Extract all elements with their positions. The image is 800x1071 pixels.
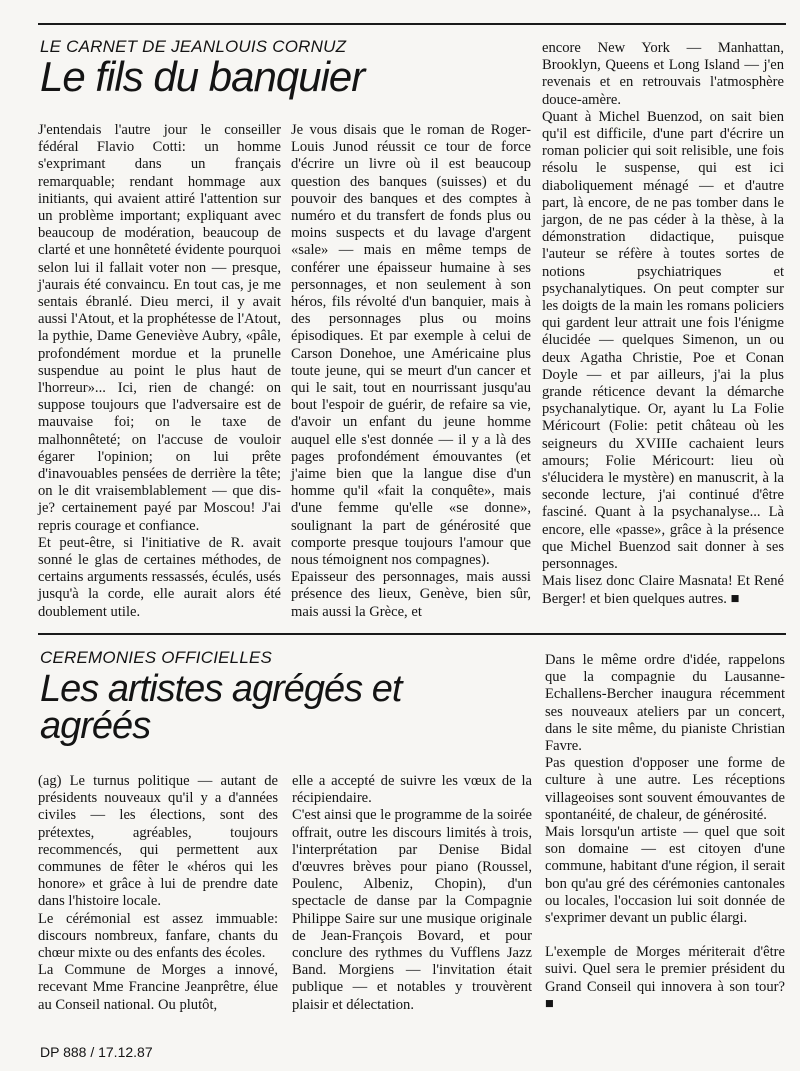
paragraph: Dans le même ordre d'idée, rappelons que la compagnie du Lausanne-Echallens-Bercher inaugura récemment ses nouveaux ateliers par un concert, dans le site même, du pianiste Christian Favre. xyxy=(545,652,785,755)
paragraph: Le cérémonial est assez immuable: discours nombreux, fanfare, chants du chœur mixte ou des enfants des écoles. xyxy=(38,910,278,962)
paragraph: C'est ainsi que le programme de la soirée offrait, outre les discours limités à trois, l'interprétation par Denise Bidal d'œuvres brèves pour piano (Roussel, Poulenc, Albeniz, Chopin), d'un spectacle de danse par la Compagnie Philippe Saire sur une musique originale de Jean-François Bovard, et pour conclure des rythmes du Vufflens Jazz Band. Morgiens — l'invitation était publique — et notables y trouvèrent plaisir et délectation. xyxy=(292,807,532,1013)
paragraph: Et peut-être, si l'initiative de R. avait sonné le glas de certaines méthodes, de certains arguments ressassés, éculés, usés jusqu'à la corde, elle aurait alors été doublement utile. xyxy=(38,534,281,620)
top-rule xyxy=(38,23,786,25)
article1-column-2 xyxy=(291,122,531,621)
paragraph: Je vous disais que le roman de Roger-Louis Junod réussit ce tour de force d'écrire un livre où il est beaucoup question des banques (suisses) et du pouvoir des banques et des comptes à numéro et du transfert de fonds plus ou moins suspects et du lavage d'argent «sale» — mais en même temps de conférer une épaisseur humaine à ses personnages, et non seulement à son héros, fils révolté d'un banquier, mais à des personnages plus ou moins épisodiques. Et par exemple à celui de Carson Donehoe, une Américaine plus toute jeune, qui se meurt d'un cancer et qui le sait, tout en nourrissant jusqu'au bout l'espoir de guérir, de refaire sa vie, d'avoir un enfant du jeune homme auquel elle s'est donnée — il y a là des pages profondément émouvantes (et j'aime bien que la langue dise d'un homme qu'il «fait la conquête», mais d'une femme qu'elle «se donne», soulignant la part de générosité que comporte presque toujours l'amour que nous témoignent nos compagnes). xyxy=(291,122,531,569)
paragraph: Pas question d'opposer une forme de culture à une autre. Les réceptions villageoises sont souvent émouvantes de spontanéité, de chaleur, de générosité. xyxy=(545,755,785,823)
paragraph: Mais lisez donc Claire Masnata! Et René Berger! et bien quelques autres. ■ xyxy=(542,573,784,607)
article2-column-1 xyxy=(38,773,278,1014)
article1-column-1 xyxy=(38,122,281,621)
paragraph: Quant à Michel Buenzod, on sait bien qu'il est difficile, d'une part d'écrire un roman policier qui soit relisible, une fois résolu le suspense, qui est ici diaboliquement ménagé — et d'autre part, là encore, de ne pas tomber dans le jargon, de ne pas céder à la thèse, à la démonstration didactique, puisque l'auteur se réfère à toutes sortes de notions psychiatriques et psychanalytiques. On peut compter sur les doigts de la main les romans policiers qui gardent leur attrait une fois l'énigme élucidée — quelques Simenon, un ou deux Agatha Christie, Poe et Conan Doyle — et par ailleurs, j'ai la plus grande réticence devant la démarche psychanalytique. Or, ayant lu La Folie Méricourt (Folie: petit château où les seigneurs du XVIIIe cachaient leurs amours; Folie Méricourt: lieu où s'élucidera le mystère) en manuscrit, à la seconde lecture, j'ai continué d'être fasciné. Quant à la psychanalyse... Là encore, elle «passe», grâce à la présence que Michel Buenzod sait donner à ses personnages. xyxy=(542,108,784,573)
paragraph: Epaisseur des personnages, mais aussi présence des lieux, Genève, bien sûr, mais aussi la Grèce, et xyxy=(291,569,531,620)
article1-rubric: LE CARNET DE JEANLOUIS CORNUZ xyxy=(40,37,347,56)
paragraph: (ag) Le turnus politique — autant de présidents nouveaux qu'il y a d'années civiles — les élections, sont des prétextes, agréables, toujours recommencés, qui permettent aux communes de fêter le «héros qui les honore» et grâce à lui de prendre date dans l'histoire locale. xyxy=(38,773,278,910)
article2-title-line2: agréés xyxy=(40,705,151,747)
paragraph: elle a accepté de suivre les vœux de la récipiendaire. xyxy=(292,773,532,807)
paragraph: L'exemple de Morges mériterait d'être suivi. Quel sera le premier président du Grand Conseil qui innovera à son tour? ■ xyxy=(545,944,785,1012)
paragraph: Mais lorsqu'un artiste — quel que soit son domaine — est citoyen d'une commune, habitant d'une région, il serait bon qu'au gré des cérémonies cantonales ou locales, l'occasion lui soit donnée de s'exprimer devant un public élargi. xyxy=(545,824,785,927)
article1-title: Le fils du banquier xyxy=(40,53,365,100)
paragraph: J'entendais l'autre jour le conseiller fédéral Flavio Cotti: un homme s'exprimant dans un français remarquable; rendant hommage aux initiants, qui avaient attiré l'attention sur un problème important; expliquant avec beaucoup de modération, beaucoup de clarté et une honnêteté évidente pourquoi selon lui il fallait voter non — presque, j'aurais été convaincu. En tout cas, je me sentais ébranlé. Dieu merci, il y avait aussi l'Atout, et la prophétesse de l'Atout, la pythie, Dame Geneviève Aubry, «pâle, profondément mordue et la prunelle suspendue au point le plus haut de l'horreur»... Ici, rien de changé: on suppose toujours que l'adversaire est de mauvaise foi; on le taxe de malhonnêteté; on l'accuse de vouloir égarer l'opinion; on lui prête d'inavouables pensées de derrière la tête; on le dit vraisemblablement — que dis-je? certainement payé par Moscou! J'ai repris courage et confiance. xyxy=(38,122,281,534)
article2-rubric: CEREMONIES OFFICIELLES xyxy=(40,648,273,667)
article2-column-2 xyxy=(292,773,532,1014)
paragraph: La Commune de Morges a innové, recevant Mme Francine Jeanprêtre, élue au Conseil national. Ou plutôt, xyxy=(38,962,278,1013)
section-rule xyxy=(38,633,786,635)
paragraph: encore New York — Manhattan, Brooklyn, Queens et Long Island — j'en revenais et en retrouvais l'atmosphère douce-amère. xyxy=(542,40,784,108)
article2-column-3 xyxy=(545,652,785,1013)
article2-title-line1: Les artistes agrégés et xyxy=(40,668,402,710)
page-folio: DP 888 / 17.12.87 xyxy=(40,1044,153,1060)
article1-column-3 xyxy=(542,40,784,608)
